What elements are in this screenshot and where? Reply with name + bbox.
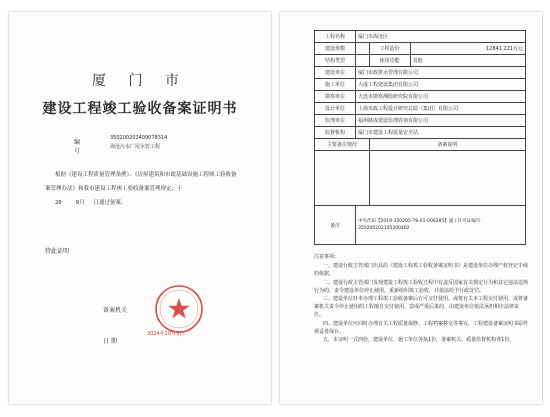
date-mid: 9月 bbox=[75, 200, 85, 206]
date-tail: 日通过备案。 bbox=[93, 200, 127, 206]
table-row bbox=[315, 151, 526, 206]
table-value: 厦门市政排水管理有限公司 bbox=[356, 67, 526, 79]
table-row bbox=[315, 103, 526, 115]
table-row bbox=[315, 67, 526, 79]
notice-item: 二、建设行政主管部门发现建设工程竣工验收过程中有违反国家有关规定行为和其它违法违规行为的，责令建设单位停止使用，重新组织竣工验收，并依法给予行政处罚。 bbox=[314, 279, 529, 294]
notes-body-left bbox=[315, 151, 370, 206]
notes-head-right: 备案说明 bbox=[369, 139, 525, 151]
certificate-left-page bbox=[9, 12, 271, 404]
official-seal-icon bbox=[154, 284, 204, 334]
notice-item: 三、建设单位持本办理工程竣工验收备案后方可交付使用。或将有关本工程交付使用，或将备案机关责令停止使用的工程擅自交付使用，造成严重后果的，由建设单位依法承担相应法律责任。 bbox=[314, 296, 529, 319]
date-label: 日 期 bbox=[103, 338, 117, 345]
table-key: 结构类型 bbox=[315, 55, 356, 67]
table-value: 上海市政工程设计研究总院（集团）有限公司 bbox=[356, 103, 526, 115]
table-key: 建设规模 bbox=[315, 43, 356, 55]
special-proof-label: 特此证明 bbox=[45, 248, 70, 255]
notice-heading: 注意事项： bbox=[314, 254, 340, 260]
body-paragraph: 根据《建设工程质量管理条例》、《房屋建筑和市政基础设施工程竣工验收备案管理办法》和我市建设工程竣工验收备案管理规定，于 bbox=[45, 172, 237, 192]
table-key: 使用功能 bbox=[369, 55, 410, 67]
notes-body-right bbox=[369, 151, 525, 206]
table-value: 厦门市建设工程质量安全站 bbox=[356, 127, 526, 139]
notes-head-left: 主要备注情况 bbox=[315, 139, 370, 151]
remarks-line-2: 350200202105300402 bbox=[358, 226, 410, 231]
table-value: 厦门市海沧区 bbox=[356, 31, 526, 43]
table-row bbox=[315, 43, 526, 55]
table-value bbox=[356, 43, 370, 55]
certificate-body bbox=[45, 168, 241, 210]
table-value: 12841.221万元 bbox=[410, 43, 525, 55]
table-row bbox=[315, 115, 526, 127]
document-title: 建设工程竣工验收备案证明书 bbox=[42, 101, 238, 117]
table-row bbox=[315, 91, 526, 103]
table-row bbox=[315, 79, 526, 91]
certificate-right-page bbox=[280, 12, 542, 404]
remarks-value bbox=[356, 206, 526, 245]
table-key: 施工单位 bbox=[315, 79, 356, 91]
filing-date-row bbox=[45, 196, 241, 210]
date-year: 20 bbox=[55, 200, 62, 206]
number-value: 350200202409078314 bbox=[110, 135, 168, 141]
table-key: 监理单位 bbox=[315, 115, 356, 127]
table-row bbox=[315, 127, 526, 139]
number-label: 编号 bbox=[74, 139, 81, 155]
filing-org-label: 备案机关 bbox=[103, 307, 128, 314]
table-value: 福州路成建设监理咨询有限公司 bbox=[356, 115, 526, 127]
seal-date: 2024年10月9日 bbox=[147, 331, 185, 337]
project-info-table bbox=[314, 30, 526, 245]
table-key: 工程造价 bbox=[369, 43, 410, 55]
notice-item: 五、本证明一式四份，建设单位、施工单位各执1份，备案机关、质量监督机构各1份。 bbox=[323, 337, 515, 344]
table-key: 勘察单位 bbox=[315, 91, 356, 103]
notice-section bbox=[314, 253, 528, 344]
remarks-label: 备注 bbox=[315, 206, 356, 245]
table-key: 设计单位 bbox=[315, 103, 356, 115]
table-value bbox=[356, 55, 370, 67]
table-value: 大连市勘察测绘研究院有限公司 bbox=[356, 91, 526, 103]
table-key: 工程名称 bbox=[315, 31, 356, 43]
project-name: 海沧污水厂尾水管工程 bbox=[110, 144, 161, 150]
notice-item: 四、建设单位应同时办理有关工程质量保修、工程档案移交等事宜，工程建设备案证明书原件须妥善保存。 bbox=[314, 320, 529, 335]
table-row bbox=[315, 139, 526, 151]
table-value: 大成工程建设集团有限公司 bbox=[356, 79, 526, 91]
table-row bbox=[315, 31, 526, 43]
remarks-line-1: 中央代码【2019-350205-78-01-006285】施工许可证编号： bbox=[358, 219, 485, 224]
table-row bbox=[315, 206, 526, 245]
city-title: 厦 门 市 bbox=[92, 73, 188, 89]
notice-item: 一、建设行政主管部门出具的《建设工程竣工验收备案证明书》是建设单位办理产权登记手续的依据。 bbox=[314, 263, 529, 278]
table-value: 其他 bbox=[410, 55, 525, 67]
table-key: 监督机构 bbox=[315, 127, 356, 139]
table-key: 建设单位 bbox=[315, 67, 356, 79]
table-row bbox=[315, 55, 526, 67]
